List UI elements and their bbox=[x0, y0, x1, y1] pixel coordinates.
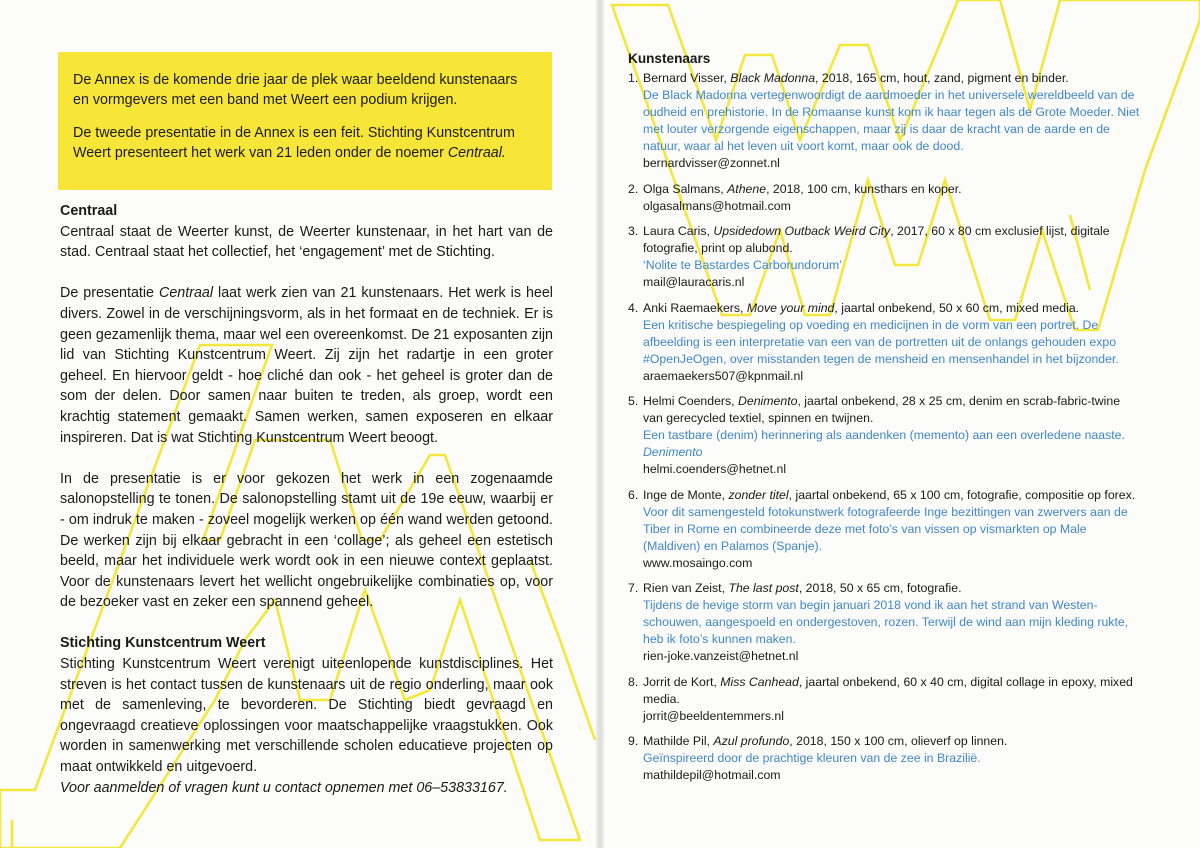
artist-line bbox=[643, 393, 1143, 427]
artist-entry bbox=[628, 70, 1143, 172]
artist-line bbox=[643, 300, 1143, 317]
page-fold bbox=[596, 0, 604, 848]
artwork-description: Tijdens de hevige storm van begin januari 2018 vond ik aan het strand van Westen-schouwen, aangespoeld en ondergestoven, rozen. Terwijl de wind aan mijn kleding rukte, heb ik foto’s kunnen maken. bbox=[643, 598, 1129, 646]
section-heading-stichting: Stichting Kunstcentrum Weert bbox=[60, 635, 266, 652]
artist-name: Jorrit de Kort, bbox=[643, 674, 721, 689]
left-body-text bbox=[60, 201, 553, 798]
artist-entry bbox=[628, 300, 1143, 385]
artist-line bbox=[643, 487, 1143, 504]
artwork-description: De Black Madonna vertegenwoordigt de aardmoeder in het universele wereldbeeld van de oudheid en prehistorie. In de Romaanse kunst kom ik haar tegen als de Grote Moeder. Niet met louter verzorgende eigenschappen, maar zij is daar de kracht van de aarde en de natuur, waar al het leven uit voort komt, maar ook de dood. bbox=[643, 88, 1140, 153]
artist-entry bbox=[628, 674, 1143, 725]
artist-contact[interactable]: mail@lauracaris.nl bbox=[643, 275, 745, 289]
artist-name: Rien van Zeist, bbox=[643, 581, 729, 595]
artwork-title: Miss Canhead bbox=[720, 674, 799, 689]
intro-paragraph-2-italic: Centraal. bbox=[447, 145, 506, 161]
intro-paragraph-2 bbox=[73, 123, 537, 163]
centraal-paragraph-2-post: laat werk zien van 21 kunstenaars. Het werk is heel divers. Zowel in de verschijningsvorm, als in het formaat en de techniek. Er is geen gezamenlijk thema, maar wel een overeenkomst. De 21 exposanten zijn lid van Stichting Kunstcentrum Weert. Zij zijn het radartje in een groter geheel. En hiervoor geldt - hoe cliché dan ook - het geheel is groter dan de som der delen. Door samen naar buiten te treden, als groep, wordt een krachtig statement gemaakt. Samen werken, samen exposeren en elkaar inspireren. Dat is wat Stichting Kunstcentrum Weert beoogt. bbox=[60, 285, 553, 446]
centraal-paragraph-2-pre: De presentatie bbox=[60, 285, 159, 302]
artist-entry bbox=[628, 580, 1143, 665]
artwork-title: Denimento bbox=[738, 394, 798, 408]
artwork-title: Black Madonna bbox=[730, 71, 816, 85]
artwork-details: , 2018, 150 x 100 cm, olieverf op linnen. bbox=[789, 734, 1008, 748]
artwork-description-italic: Denimento bbox=[643, 445, 703, 459]
artist-entry bbox=[628, 733, 1143, 784]
artwork-description: Een tastbare (denim) herinnering als aandenken (memento) aan een overledene naaste. bbox=[643, 428, 1125, 442]
artist-line bbox=[643, 580, 1143, 597]
intro-highlight-box bbox=[58, 52, 552, 190]
artist-contact[interactable]: araemaekers507@kpnmail.nl bbox=[643, 368, 804, 383]
artist-number: 3. bbox=[628, 224, 639, 238]
centraal-paragraph-2 bbox=[60, 283, 553, 448]
artwork-title: Athene bbox=[727, 181, 767, 196]
contact-line: Voor aanmelden of vragen kunt u contact opnemen met 06–53833167. bbox=[60, 779, 508, 796]
artist-line bbox=[643, 223, 1143, 257]
artists-heading: Kunstenaars bbox=[628, 51, 711, 66]
artist-name: Mathilde Pil, bbox=[643, 734, 714, 748]
artist-contact[interactable]: jorrit@beeldentemmers.nl bbox=[643, 708, 784, 723]
artist-entry bbox=[628, 223, 1143, 291]
artist-number: 6. bbox=[628, 487, 639, 502]
artist-line bbox=[643, 70, 1143, 87]
artwork-description: ‘Nolite te Bastardes Carborundorum’ bbox=[643, 258, 842, 272]
artist-line bbox=[643, 674, 1143, 708]
artist-name: Bernard Visser, bbox=[643, 71, 731, 85]
artist-contact[interactable]: olgasalmans@hotmail.com bbox=[643, 198, 791, 213]
artwork-details: , 2018, 100 cm, kunsthars en koper. bbox=[766, 181, 962, 196]
artist-number: 9. bbox=[628, 734, 639, 748]
artist-entry bbox=[628, 181, 1143, 215]
intro-paragraph-1: De Annex is de komende drie jaar de plek waar beeldend kunstenaars en vormgevers met een band met Weert een podium krijgen. bbox=[73, 72, 518, 108]
artwork-title: zonder titel bbox=[728, 487, 789, 502]
artwork-title: Upsidedown Outback Weird City bbox=[713, 224, 891, 238]
artist-contact[interactable]: helmi.coenders@hetnet.nl bbox=[643, 462, 787, 476]
artist-number: 2. bbox=[628, 181, 639, 196]
artist-number: 4. bbox=[628, 300, 639, 315]
artist-name: Inge de Monte, bbox=[643, 487, 729, 502]
artist-contact[interactable]: mathildepil@hotmail.com bbox=[643, 768, 781, 782]
artist-name: Anki Raemaekers, bbox=[643, 300, 747, 315]
artwork-title: The last post bbox=[728, 581, 799, 595]
artwork-details: , jaartal onbekend, 50 x 60 cm, mixed media. bbox=[834, 300, 1080, 315]
artist-number: 1. bbox=[628, 71, 639, 85]
artist-contact[interactable]: bernardvisser@zonnet.nl bbox=[643, 156, 780, 170]
artwork-title: Move your mind bbox=[746, 300, 835, 315]
artwork-description: Geïnspireerd door de prachtige kleuren van de zee in Brazilië. bbox=[643, 751, 981, 765]
artist-number: 5. bbox=[628, 394, 639, 408]
artwork-details: , jaartal onbekend, 65 x 100 cm, fotografie, compositie op forex. bbox=[788, 487, 1136, 502]
artist-name: Helmi Coenders, bbox=[643, 394, 738, 408]
centraal-paragraph-2-italic: Centraal bbox=[159, 285, 214, 302]
intro-paragraph-2-text: De tweede presentatie in de Annex is een feit. Stichting Kunstcentrum Weert presenteert het werk van 21 leden onder de noemer bbox=[73, 125, 515, 161]
artwork-details: , jaartal onbekend, 60 x 40 cm, digital collage in epoxy, mixed media. bbox=[643, 674, 1133, 706]
artist-entries bbox=[628, 70, 1143, 784]
artist-contact[interactable]: www.mosaingo.com bbox=[643, 555, 753, 570]
centraal-paragraph-1: Centraal staat de Weerter kunst, de Weerter kunstenaar, in het hart van de stad. Centraal staat het collectief, het ‘engagement’ met de Stichting. bbox=[60, 223, 553, 261]
artwork-details: , 2017, 60 x 80 cm exclusief lijst, digitale fotografie, print op alubond. bbox=[643, 224, 1110, 255]
artwork-details: , jaartal onbekend, 28 x 25 cm, denim en scrab-fabric-twine van gerecycled textiel, spinnen en twijnen. bbox=[643, 394, 1121, 425]
artist-contact[interactable]: rien-joke.vanzeist@hetnet.nl bbox=[643, 649, 799, 663]
stichting-paragraph: Stichting Kunstcentrum Weert verenigt uiteenlopende kunstdisciplines. Het streven is het contact tussen de kunstenaars uit de regio onderling, maar ook met de samenleving, te bevorderen. De Stichting biedt gevraagd en ongevraagd creatieve oplossingen voor maatschappelijke vraagstukken. Ook worden in samenwerking met verschillende scholen educatieve projecten op maat ontwikkeld en uitgevoerd. bbox=[60, 656, 553, 776]
artwork-description: Voor dit samengesteld fotokunstwerk fotografeerde Inge bezittingen van zwervers aan de Tiber in Rome en combineerde deze met foto’s van vissen op vismarkten op Male (Maldiven) en Palamos (Spanje). bbox=[643, 504, 1128, 553]
artist-entry bbox=[628, 393, 1143, 478]
artist-number: 7. bbox=[628, 581, 639, 595]
section-heading-centraal: Centraal bbox=[60, 203, 118, 219]
artwork-description: Een kritische bespiegeling op voeding en medicijnen in de vorm van een portret. De afbeelding is een interpretatie van een van de portretten uit de onlangs gehouden expo #OpenJeOgen, over misstanden tegen de mensheid en mensenhandel in het bijzonder. bbox=[643, 317, 1119, 366]
artists-list bbox=[628, 50, 1143, 793]
artwork-details: , 2018, 165 cm, hout, zand, pigment en binder. bbox=[815, 71, 1069, 85]
artwork-details: , 2018, 50 x 65 cm, fotografie. bbox=[798, 581, 962, 595]
artist-name: Olga Salmans, bbox=[643, 181, 728, 196]
artist-name: Laura Caris, bbox=[643, 224, 714, 238]
artist-number: 8. bbox=[628, 674, 639, 689]
artwork-title: Azul profundo bbox=[713, 734, 790, 748]
artist-line bbox=[643, 181, 1143, 198]
artist-line bbox=[643, 733, 1143, 750]
artist-entry bbox=[628, 487, 1143, 572]
centraal-paragraph-3: In de presentatie is er voor gekozen het werk in een zogenaamde salonopstelling te tonen. De salonopstelling stamt uit de 19e eeuw, waarbij er - om indruk te maken - zoveel mogelijk werken op één wand werden getoond. De werken zijn bij elkaar gebracht in een ‘collage’; als geheel een estetisch beeld, maar het individuele werk wordt ook in een nieuwe context geplaatst. Voor de kunstenaars levert het wellicht ongebruikelijke combinaties op, voor de bezoeker vast en zeker een spannend geheel. bbox=[60, 470, 553, 611]
